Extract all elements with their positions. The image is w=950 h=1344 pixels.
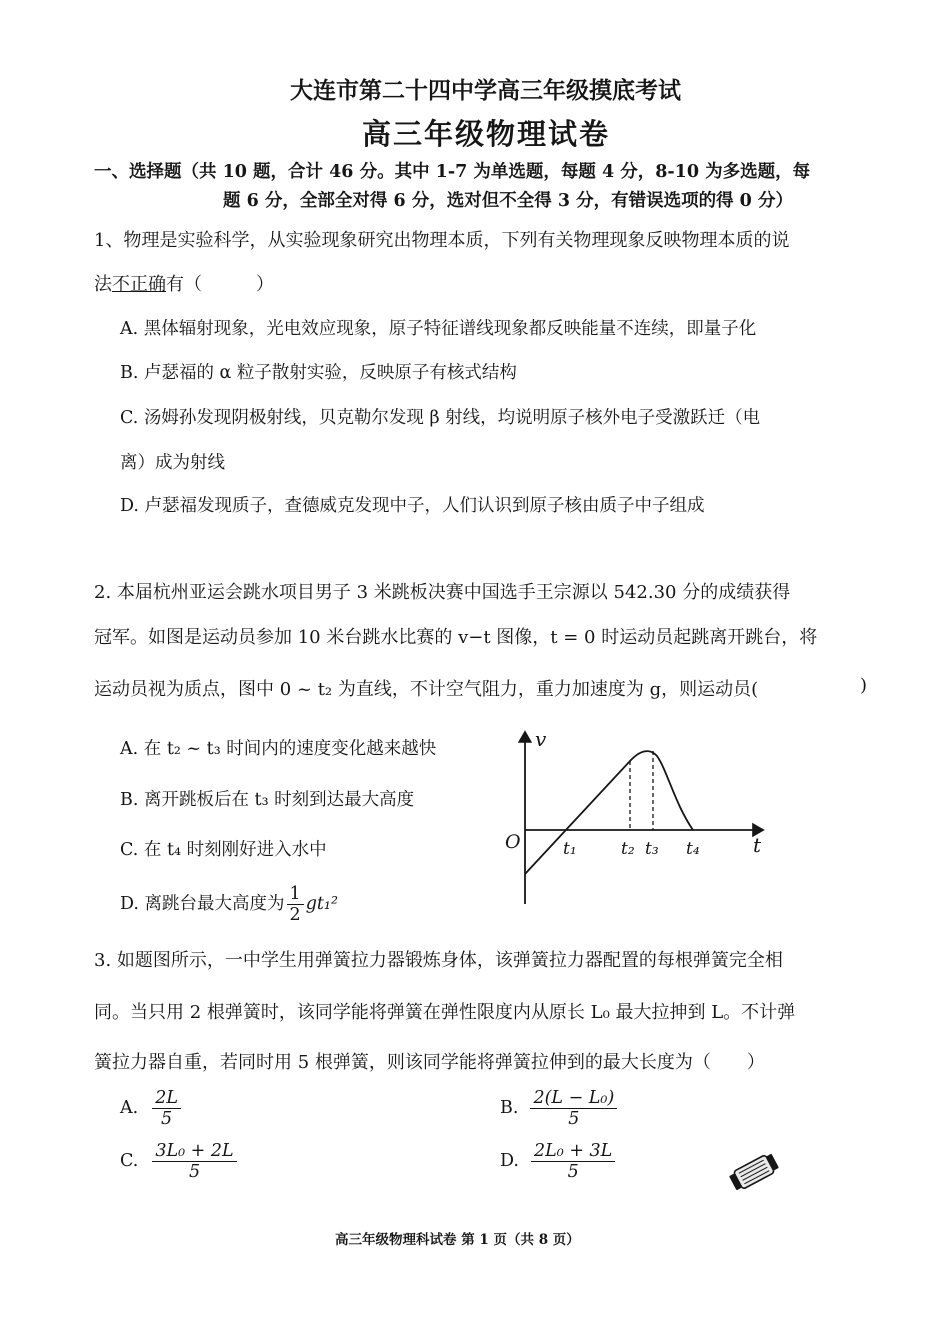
q2-stem-line1: 2. 本届杭州亚运会跳水项目男子 3 米跳板决赛中国选手王宗源以 542.30 分的成绩获得 xyxy=(94,582,791,603)
tick-t3: t₃ xyxy=(645,839,659,859)
q3-stem-line2: 同。当只用 2 根弹簧时，该同学能将弹簧在弹性限度内从原长 L₀ 最大拉抻到 L。不计弹 xyxy=(94,1002,796,1023)
q3-option-d xyxy=(500,1141,617,1182)
q2-option-d xyxy=(120,884,338,925)
q2-option-d-den: 2 xyxy=(289,905,301,926)
q3-option-b-fraction xyxy=(530,1088,617,1129)
section-heading-line1: 一、选择题（共 10 题，合计 46 分。其中 1-7 为单选题，每题 4 分，8-10 为多选题，每 xyxy=(94,162,811,182)
section-heading-line2: 题 6 分，全部全对得 6 分，选对但不全得 3 分，有错误选项的得 0 分） xyxy=(223,191,793,211)
v-axis-label: v xyxy=(535,727,547,751)
school-line: 大连市第二十四中学高三年级摸底考试 xyxy=(290,77,681,104)
q3-option-a xyxy=(120,1088,183,1129)
q2-option-d-fraction xyxy=(287,884,304,925)
exam-title: 高三年级物理试卷 xyxy=(362,117,611,151)
q3-option-b-label: B. xyxy=(500,1098,519,1119)
tick-t2: t₂ xyxy=(621,839,635,859)
q2-stem-line2: 冠军。如图是运动员参加 10 米台跳水比赛的 v−t 图像，t = 0 时运动员起跳离开跳台，将 xyxy=(94,627,818,648)
q1-option-a: A. 黑体辐射现象，光电效应现象，原子特征谱线现象都反映能量不连续，即量子化 xyxy=(120,319,757,339)
q3-stem-line3: 簧拉力器自重，若同时用 5 根弹簧，则该同学能将弹簧拉伸到的最大长度为（ ） xyxy=(94,1052,765,1073)
q1-stem-line1: 1、物理是实验科学，从实验现象研究出物理本质，下列有关物理现象反映物理本质的说 xyxy=(94,230,790,251)
q3-option-b xyxy=(500,1088,619,1129)
page-footer: 高三年级物理科试卷 第 1 页（共 8 页） xyxy=(335,1232,580,1248)
t-axis-label: t xyxy=(753,833,762,857)
q3-option-d-fraction xyxy=(531,1141,615,1182)
vt-curve xyxy=(525,751,693,874)
q2-option-a: A. 在 t₂ ~ t₃ 时间内的速度变化越来越快 xyxy=(120,739,437,759)
tick-t1: t₁ xyxy=(563,839,577,859)
q3-option-c-num: 3L₀ + 2L xyxy=(152,1141,236,1162)
q1-option-b: B. 卢瑟福的 α 粒子散射实验，反映原子有核式结构 xyxy=(120,363,517,383)
q1-stem-pre: 法 xyxy=(94,274,112,295)
origin-label: O xyxy=(505,831,521,853)
q3-option-b-num: 2(L − L₀) xyxy=(530,1088,617,1109)
q1-option-c-line1: C. 汤姆孙发现阴极射线，贝克勒尔发现 β 射线，均说明原子核外电子受激跃迁（电 xyxy=(120,408,761,428)
q2-stem-paren-close: ) xyxy=(860,675,868,696)
q2-option-d-pre: D. 离跳台最大高度为 xyxy=(120,894,285,915)
q3-option-c xyxy=(120,1141,239,1182)
q2-stem-line3: 运动员视为质点，图中 0 ~ t₂ 为直线，不计空气阻力，重力加速度为 g，则运动员( xyxy=(94,679,759,700)
q3-option-a-label: A. xyxy=(120,1098,139,1119)
q3-option-c-den: 5 xyxy=(188,1162,201,1183)
q1-stem-line2 xyxy=(94,270,274,296)
q3-option-b-den: 5 xyxy=(568,1109,580,1130)
q1-option-c-line2: 离）成为射线 xyxy=(120,453,225,473)
q2-option-b: B. 离开跳板后在 t₃ 时刻到达最大高度 xyxy=(120,790,415,810)
q3-option-a-fraction xyxy=(152,1088,181,1129)
q2-option-d-post: gt₁² xyxy=(305,894,338,915)
q3-option-a-den: 5 xyxy=(161,1109,173,1130)
q3-option-d-num: 2L₀ + 3L xyxy=(531,1141,615,1162)
tick-t4: t₄ xyxy=(686,839,700,859)
q2-option-c: C. 在 t₄ 时刻刚好进入水中 xyxy=(120,840,327,860)
q3-option-c-fraction xyxy=(152,1141,236,1182)
q1-stem-underlined: 不正确 xyxy=(112,274,166,295)
q2-option-d-num: 1 xyxy=(287,884,304,905)
spring-exerciser-illustration xyxy=(726,1150,782,1194)
q3-option-a-num: 2L xyxy=(152,1088,181,1109)
q1-option-d: D. 卢瑟福发现质子，查德威克发现中子，人们认识到原子核由质子中子组成 xyxy=(120,496,705,516)
q3-stem-line1: 3. 如题图所示，一中学生用弹簧拉力器锻炼身体，该弹簧拉力器配置的每根弹簧完全相 xyxy=(94,950,783,971)
q3-option-c-label: C. xyxy=(120,1151,139,1172)
q3-option-d-label: D. xyxy=(500,1151,519,1172)
q3-option-d-den: 5 xyxy=(567,1162,579,1183)
q1-stem-post: 有（ ） xyxy=(166,274,274,295)
vt-graph xyxy=(495,722,785,912)
